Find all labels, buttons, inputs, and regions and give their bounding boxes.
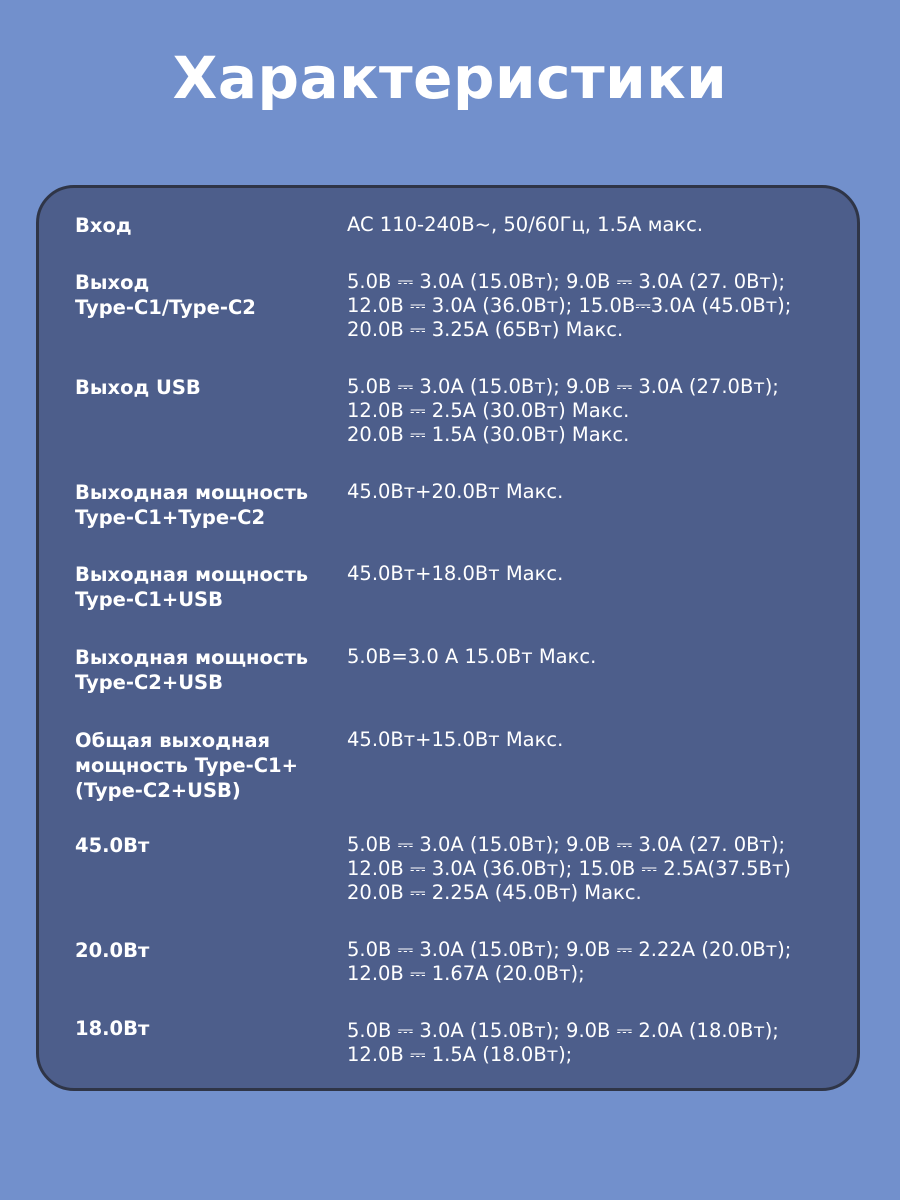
- page-title: Характеристики: [172, 44, 728, 112]
- spec-label: Вход: [75, 214, 132, 237]
- spec-value: 5.0В ⎓ 3.0А (15.0Вт); 9.0В ⎓ 3.0А (27. 0Вт); 12.0В ⎓ 3.0А (36.0Вт); 15.0В ⎓ 2.5А(37.5Вт) 20.0В ⎓ 2.25А (45.0Вт) Макс.: [347, 833, 791, 904]
- spec-label: Выходная мощность Type-C2+USB: [75, 646, 309, 694]
- spec-label: Общая выходная мощность Type-C1+ (Type-C2+USB): [75, 729, 298, 802]
- spec-label: Выходная мощность Type-C1+Type-C2: [75, 481, 309, 529]
- spec-label: 45.0Вт: [75, 834, 150, 857]
- spec-value: 5.0В ⎓ 3.0А (15.0Вт); 9.0В ⎓ 3.0А (27.0Вт); 12.0В ⎓ 2.5А (30.0Вт) Макс. 20.0В ⎓ 1.5А (30.0Вт) Макс.: [347, 375, 779, 446]
- spec-value: 5.0В ⎓ 3.0А (15.0Вт); 9.0В ⎓ 3.0А (27. 0Вт); 12.0В ⎓ 3.0А (36.0Вт); 15.0В⎓3.0А (45.0Вт); 20.0В ⎓ 3.25А (65Вт) Макс.: [347, 270, 792, 341]
- spec-label: Выход USB: [75, 376, 201, 399]
- spec-label: 18.0Вт: [75, 1017, 150, 1040]
- spec-value: 5.0В=3.0 А 15.0Вт Макс.: [347, 645, 597, 668]
- spec-value: 5.0В ⎓ 3.0А (15.0Вт); 9.0В ⎓ 2.22А (20.0Вт); 12.0В ⎓ 1.67А (20.0Вт);: [347, 938, 792, 985]
- spec-label: 20.0Вт: [75, 939, 150, 962]
- spec-value: 45.0Вт+15.0Вт Макс.: [347, 728, 564, 751]
- spec-value: 5.0В ⎓ 3.0А (15.0Вт); 9.0В ⎓ 2.0А (18.0Вт); 12.0В ⎓ 1.5А (18.0Вт);: [347, 1019, 779, 1066]
- spec-label: Выходная мощность Type-C1+USB: [75, 563, 309, 611]
- spec-label: Выход Type-C1/Type-C2: [75, 271, 256, 319]
- specs-card: [36, 185, 860, 1091]
- spec-value: 45.0Вт+18.0Вт Макс.: [347, 562, 564, 585]
- spec-value: AC 110-240В~, 50/60Гц, 1.5А макс.: [347, 213, 704, 236]
- spec-value: 45.0Вт+20.0Вт Макс.: [347, 480, 564, 503]
